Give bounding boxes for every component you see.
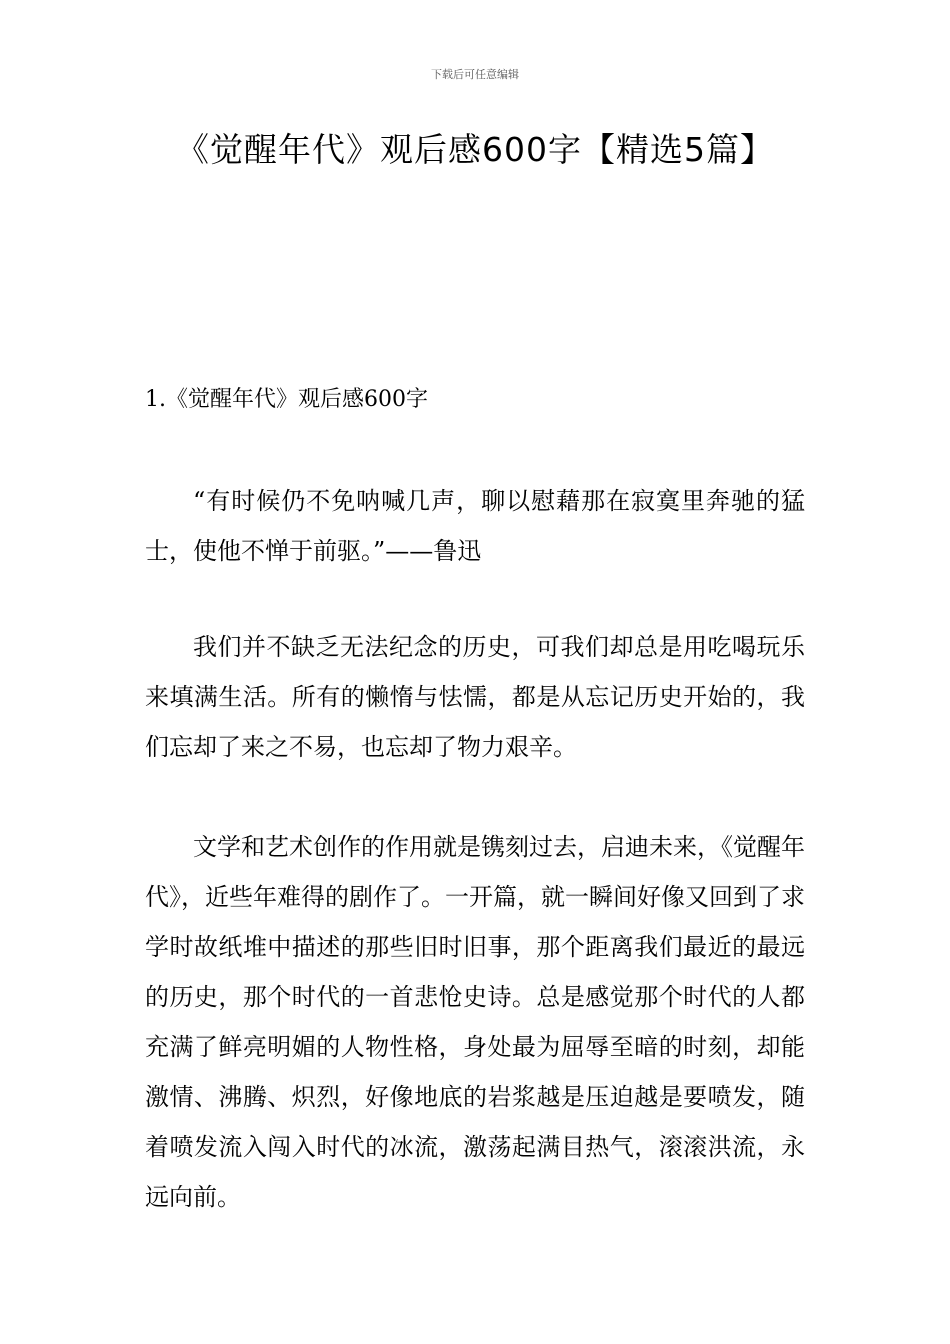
header-note: 下载后可任意编辑 [431, 68, 519, 81]
paragraph-quote: “有时候仍不免呐喊几声，聊以慰藉那在寂寞里奔驰的猛士，使他不惮于前驱。”——鲁迅 [145, 487, 805, 565]
document-title: 《觉醒年代》观后感600字【精选5篇】 [176, 130, 774, 169]
section-heading: 1.《觉醒年代》观后感600字 [145, 387, 428, 412]
paragraph-history: 我们并不缺乏无法纪念的历史，可我们却总是用吃喝玩乐来填满生活。所有的懒惰与怯懦，都是从忘记历史开始的，我们忘却了来之不易，也忘却了物力艰辛。 [145, 633, 805, 761]
paragraph-literature: 文学和艺术创作的作用就是镌刻过去，启迪未来，《觉醒年代》，近些年难得的剧作了。一开篇，就一瞬间好像又回到了求学时故纸堆中描述的那些旧时旧事，那个距离我们最近的最远的历史，那个时代的一首悲怆史诗。总是感觉那个时代的人都充满了鲜亮明媚的人物性格，身处最为屈辱至暗的时刻，却能激情、沸腾、炽烈，好像地底的岩浆越是压迫越是要喷发，随着喷发流入闯入时代的冰流，激荡起满目热气，滚滚洪流，永远向前。 [145, 833, 805, 1211]
